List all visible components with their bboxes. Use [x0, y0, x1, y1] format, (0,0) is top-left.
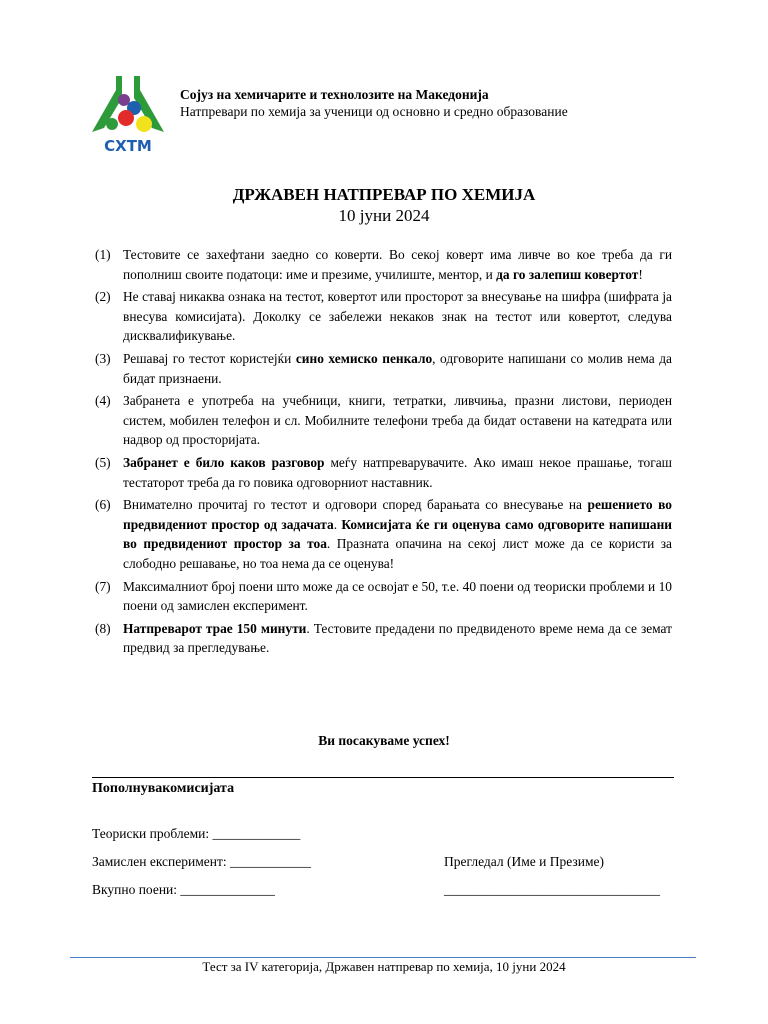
rule-text — [123, 245, 672, 284]
rule-number: (4) — [95, 393, 111, 409]
rule-item — [95, 391, 672, 450]
rule-text-part: . Празната опачина на секој лист може да се користи за слободно решавање, но тоа нема да се оценува! — [123, 536, 672, 571]
rule-text-bold: решението во предвидениот простор од задачата — [123, 497, 672, 532]
rule-text-part: Не ставај никаква ознака на тестот, ковертот или просторот за внесување на шифра (шифрата ја внесува комисијата). Доколку се забележи некаков знак на тестот или ковертот, следува дисквалификување. — [123, 289, 672, 344]
rule-text — [123, 349, 672, 388]
rule-text-bold: Комисијата ќе ги оценува само одговорите напишани во предвидениот простор за тоа — [123, 516, 673, 552]
footer-rule — [70, 957, 696, 958]
rule-number: (1) — [95, 247, 111, 262]
commission-heading: Пополнувакомисијата — [92, 781, 235, 796]
rule-text — [123, 619, 672, 658]
document-date: 10 јуни 2024 — [338, 206, 430, 225]
rule-text-part: , одговорите напишани со молив нема да бидат признаени. — [123, 350, 672, 386]
rule-text-bold: сино хемиско пенкало — [295, 350, 433, 366]
rule-item — [95, 495, 672, 573]
rule-text-part: Забранета е употреба на учебници, книги, тетратки, ливчиња, празни листови, периоден систем, мобилен телефон и сл. Мобилните телефони треба да бидат оставени на катедрата или надвор од просторијата. — [123, 393, 672, 448]
rule-number: (3) — [95, 350, 111, 366]
logo-text: СХТМ — [104, 137, 152, 154]
rule-item — [95, 287, 672, 346]
experiment-points-field: Замислен експеримент: ____________ — [92, 854, 312, 869]
rule-text-part: ! — [638, 266, 643, 282]
schtm-logo — [86, 70, 170, 154]
rule-text — [123, 495, 672, 573]
section-divider — [92, 777, 674, 778]
rule-text-part: . — [333, 516, 342, 532]
theory-points-field: Теориски проблеми: _____________ — [92, 826, 301, 841]
rule-number: (7) — [95, 578, 111, 594]
rule-text-bold: Натпреварот трае 150 минути — [123, 620, 307, 636]
organization-name: Сојуз на хемичарите и технолозите на Македонија — [180, 87, 489, 102]
rules-list — [95, 245, 672, 661]
rule-item — [95, 453, 672, 492]
rule-number: (6) — [95, 497, 111, 513]
rule-text-bold: Забранет е било каков разговор — [123, 454, 325, 470]
rule-text-bold: да го залепиш ковертот — [496, 266, 639, 282]
rule-item — [95, 245, 672, 284]
closing-wish: Ви посакуваме успех! — [318, 733, 450, 748]
rule-text — [123, 577, 672, 616]
rule-number: (2) — [95, 289, 111, 305]
rule-item — [95, 619, 672, 658]
organization-header — [180, 86, 568, 120]
rule-text-part: Решавај го тестот користејќи — [123, 350, 296, 366]
rule-text — [123, 453, 672, 492]
rule-text-part: меѓу натпреварувачите. Ако имаш некое прашање, тогаш тестаторот треба да го повика одговорниот наставник. — [123, 454, 672, 490]
reviewer-label: Прегледал (Име и Презиме) — [444, 854, 604, 869]
reviewer-signature-line: ________________________________ — [444, 882, 660, 897]
rule-number: (8) — [95, 620, 111, 636]
rule-text-part: Внимателно прочитај го тестот и одговори според барањата со внесување на — [123, 497, 588, 513]
rule-text-part: . Тестовите предадени по предвиденото време нема да се земат предвид за прегледување. — [123, 620, 673, 656]
rule-text-part: Максималниот број поени што може да се освојат е 50, т.е. 40 поени од теориски проблеми и 10 поени од замислен експеримент. — [123, 578, 672, 614]
rule-text — [123, 391, 672, 450]
page-footer: Тест за IV категорија, Државен натпревар по хемија, 10 јуни 2024 — [202, 959, 566, 974]
total-points-field: Вкупно поени: ______________ — [92, 882, 275, 897]
organization-subtitle: Натпревари по хемија за ученици од основно и средно образование — [180, 104, 568, 119]
document-title: ДРЖАВЕН НАТПРЕВАР ПО ХЕМИЈА — [232, 185, 536, 204]
rule-number: (5) — [95, 454, 111, 470]
rule-text — [123, 287, 672, 346]
rule-item — [95, 349, 672, 388]
rule-text-part: Тестовите се захефтани заедно со коверти. Во секој коверт има ливче во кое треба да ги пополниш своите податоци: име и презиме, училиште, ментор, и — [123, 247, 672, 282]
rule-item — [95, 577, 672, 616]
